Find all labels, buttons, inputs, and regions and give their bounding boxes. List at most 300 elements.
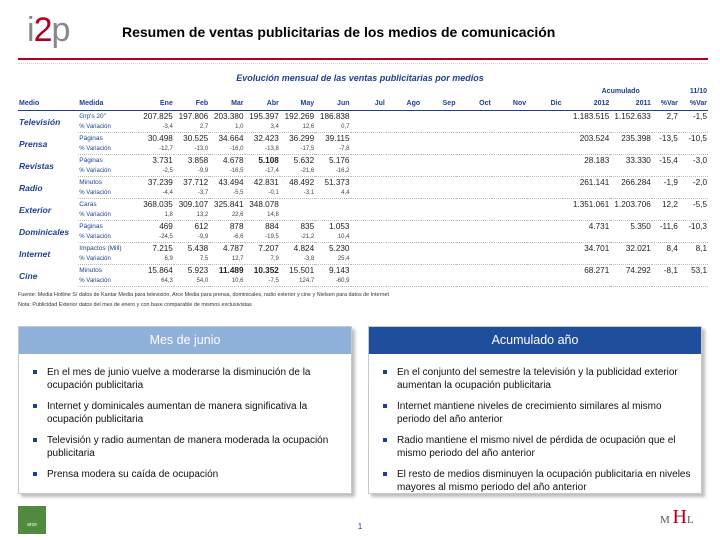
month-value <box>456 265 491 277</box>
month-value: 7.207 <box>258 244 279 253</box>
variation-value: -21,6 <box>280 166 315 177</box>
month-value <box>527 243 562 255</box>
var1110-value: -10,3 <box>688 222 707 231</box>
empty-cell <box>679 144 708 155</box>
acc2012-value: 203.524 <box>579 134 610 143</box>
bullet-item: Internet y dominicales aumentan de manera significativa la ocupación publicitaria <box>31 400 341 426</box>
variation-value: -16,0 <box>209 144 244 155</box>
empty-cell <box>679 166 708 177</box>
medida-cell: Minutos <box>79 267 103 274</box>
month-value <box>386 199 421 211</box>
month-value <box>421 199 456 211</box>
empty-cell <box>679 254 708 265</box>
medio-name: Internet <box>19 248 51 259</box>
empty-cell <box>652 188 679 199</box>
medio-name: Exterior <box>19 204 52 215</box>
acc2011-value: 33.330 <box>625 156 651 165</box>
month-value: 9.143 <box>329 266 350 275</box>
acc2012-value: 34.701 <box>584 244 610 253</box>
variation-value: -16,5 <box>209 166 244 177</box>
month-value <box>421 243 456 255</box>
acc2012-value: 28.183 <box>584 156 610 165</box>
variation-value: -7,8 <box>315 144 350 155</box>
variation-value: 10,6 <box>209 276 244 287</box>
empty-cell <box>652 122 679 133</box>
var-value: -13,5 <box>659 134 678 143</box>
header-row-groups <box>18 86 708 98</box>
var-value: -11,6 <box>659 222 678 231</box>
arce-logo: arce <box>18 506 46 534</box>
month-value: 3.731 <box>152 156 173 165</box>
medida-cell: Páginas <box>79 223 103 230</box>
acc2012-value: 4.731 <box>588 222 610 231</box>
col-header: 2012 <box>563 98 611 111</box>
variation-row <box>18 254 708 265</box>
variation-value: 25,4 <box>315 254 350 265</box>
var-value: 2,7 <box>666 112 678 121</box>
variation-label: % Variación <box>78 210 138 221</box>
table-row <box>18 155 708 167</box>
variation-label: % Variación <box>78 188 138 199</box>
acc2012-value: 1.351.061 <box>572 200 610 209</box>
variation-value: 4,4 <box>315 188 350 199</box>
acc2011-value: 74.292 <box>625 266 651 275</box>
variation-value: -3,1 <box>280 188 315 199</box>
medio-name: Revistas <box>19 160 54 171</box>
empty-cell <box>563 144 611 155</box>
var1110-value: -1,5 <box>692 112 707 121</box>
month-value <box>386 133 421 145</box>
month-value <box>527 111 562 123</box>
variation-value <box>456 232 491 243</box>
variation-value <box>351 276 386 287</box>
var-value: -15,4 <box>659 156 678 165</box>
variation-value: -3,7 <box>174 188 209 199</box>
month-value <box>492 199 527 211</box>
col-header: Oct <box>456 98 491 111</box>
panel-acumulado-title: Acumulado año <box>369 327 701 354</box>
month-value <box>456 243 491 255</box>
var-value: -8,1 <box>663 266 678 275</box>
empty-cell <box>652 276 679 287</box>
month-value: 203.380 <box>213 112 244 121</box>
empty-cell <box>679 276 708 287</box>
var1110-value: -2,0 <box>692 178 707 187</box>
month-value <box>351 243 386 255</box>
var-value: 8,4 <box>666 244 678 253</box>
col-header: Sep <box>421 98 456 111</box>
month-value: 51.373 <box>324 178 350 187</box>
month-value: 42.831 <box>253 178 279 187</box>
variation-value <box>456 210 491 221</box>
month-value: 1.053 <box>329 222 350 231</box>
month-value: 15.501 <box>289 266 315 275</box>
month-value <box>280 199 315 211</box>
variation-value <box>315 210 350 221</box>
empty-cell <box>563 232 611 243</box>
page-number: 1 <box>357 522 363 531</box>
empty-cell <box>610 122 652 133</box>
variation-value <box>386 210 421 221</box>
empty-cell <box>652 210 679 221</box>
month-value: 48.492 <box>289 178 315 187</box>
month-value: 835 <box>300 222 315 231</box>
variation-value <box>421 188 456 199</box>
variation-value <box>351 254 386 265</box>
11-10-header: 11/10 <box>689 88 707 96</box>
col-header: Medio <box>18 98 78 111</box>
month-value <box>456 199 491 211</box>
month-value <box>351 199 386 211</box>
month-value <box>351 111 386 123</box>
acc2012-value: 261.141 <box>579 178 610 187</box>
variation-value <box>421 144 456 155</box>
panel-mes-junio-title: Mes de junio <box>19 327 351 354</box>
variation-value: -17,5 <box>280 144 315 155</box>
variation-value: 0,7 <box>315 122 350 133</box>
month-value <box>456 221 491 233</box>
month-value: 325.841 <box>213 200 244 209</box>
month-value: 30.498 <box>147 134 173 143</box>
month-value: 43.494 <box>218 178 244 187</box>
variation-value: -0,1 <box>245 188 280 199</box>
variation-value: 10,4 <box>315 232 350 243</box>
table-row <box>18 133 708 145</box>
medio-name: Televisión <box>19 116 61 127</box>
variation-row <box>18 232 708 243</box>
variation-value <box>421 254 456 265</box>
col-header: Jun <box>315 98 350 111</box>
empty-cell <box>652 144 679 155</box>
variation-value <box>492 166 527 177</box>
variation-value <box>351 232 386 243</box>
empty-cell <box>610 210 652 221</box>
month-value: 878 <box>229 222 244 231</box>
bullet-item: Radio mantiene el mismo nivel de pérdida de ocupación que el mismo periodo del año anterior <box>381 434 691 460</box>
empty-cell <box>610 254 652 265</box>
variation-value: 7,9 <box>245 254 280 265</box>
month-value <box>421 111 456 123</box>
month-value: 32.423 <box>253 134 279 143</box>
month-value <box>351 133 386 145</box>
col-header: 2011 <box>610 98 652 111</box>
col-header: Feb <box>174 98 209 111</box>
variation-value <box>492 276 527 287</box>
month-value <box>456 111 491 123</box>
variation-label: % Variación <box>78 232 138 243</box>
variation-value: 7,5 <box>174 254 209 265</box>
month-value: 3.858 <box>187 156 209 165</box>
variation-row <box>18 144 708 155</box>
table-row <box>18 265 708 277</box>
month-value: 4.678 <box>223 156 244 165</box>
medida-cell: Páginas <box>79 157 103 164</box>
acc2012-value: 68.271 <box>584 266 610 275</box>
variation-value: -2,5 <box>139 166 174 177</box>
var1110-value: 53,1 <box>691 266 707 275</box>
empty-cell <box>563 276 611 287</box>
month-value <box>527 155 562 167</box>
month-value: 348.078 <box>249 200 279 209</box>
variation-value <box>527 166 562 177</box>
variation-value <box>527 144 562 155</box>
variation-value <box>456 144 491 155</box>
month-value: 15.864 <box>147 266 173 275</box>
variation-value <box>492 144 527 155</box>
table-row <box>18 177 708 189</box>
variation-value <box>456 122 491 133</box>
month-value: 5.438 <box>187 244 209 253</box>
variation-value <box>421 232 456 243</box>
variation-value: -21,2 <box>280 232 315 243</box>
month-value: 5.108 <box>258 156 279 165</box>
empty-cell <box>679 188 708 199</box>
variation-value <box>351 210 386 221</box>
source-note: Fuente: Media Hotline S/ datos de Kantar Media para televisión, Arce Media para prensa, dominicales, radio exterior y cine y Nielsen para datos de Internet <box>18 292 389 298</box>
month-value <box>351 155 386 167</box>
empty-cell <box>563 122 611 133</box>
month-value: 192.269 <box>284 112 315 121</box>
month-value: 30.525 <box>183 134 209 143</box>
medida-cell: Minutos <box>79 179 103 186</box>
empty-cell <box>563 166 611 177</box>
variation-value <box>456 166 491 177</box>
col-header: Medida <box>78 98 138 111</box>
variation-value: -13,0 <box>174 144 209 155</box>
variation-value: -6,6 <box>209 232 244 243</box>
medio-name: Dominicales <box>19 226 70 237</box>
table-subtitle: Evolución mensual de las ventas publicitarias por medios <box>236 73 484 83</box>
month-value <box>527 133 562 145</box>
variation-value: -13,8 <box>245 144 280 155</box>
month-value: 186.838 <box>319 112 350 121</box>
variation-value <box>527 122 562 133</box>
footnote: Nota: Publicidad Exterior datos del mes de enero y con base comparable de mismos exclusivistas <box>18 302 252 308</box>
variation-value: 64,3 <box>139 276 174 287</box>
month-value: 5.230 <box>329 244 350 253</box>
variation-value: 13,2 <box>174 210 209 221</box>
variation-value: 3,4 <box>245 122 280 133</box>
variation-value: 14,8 <box>245 210 280 221</box>
table-row <box>18 221 708 233</box>
var1110-value: -3,0 <box>692 156 707 165</box>
acc2011-value: 1.152.633 <box>614 112 651 121</box>
acc2011-value: 5.350 <box>630 222 651 231</box>
panel-acumulado-list <box>369 354 701 494</box>
bullet-item: Prensa modera su caída de ocupación <box>31 468 341 481</box>
variation-row <box>18 122 708 133</box>
variation-row <box>18 188 708 199</box>
month-value: 36.299 <box>289 134 315 143</box>
month-value: 195.397 <box>249 112 279 121</box>
sales-table <box>18 86 708 287</box>
variation-value: 124,7 <box>280 276 315 287</box>
variation-value <box>351 166 386 177</box>
variation-value <box>421 166 456 177</box>
medio-name: Prensa <box>19 138 48 149</box>
month-value: 34.664 <box>218 134 244 143</box>
month-value: 4.824 <box>293 244 315 253</box>
column-header-row <box>18 98 708 111</box>
medida-cell: Grp's 20" <box>79 113 106 120</box>
acc2012-value: 1.183.515 <box>572 112 610 121</box>
variation-value <box>351 144 386 155</box>
acc2011-value: 32.021 <box>625 244 651 253</box>
page-title: Resumen de ventas publicitarias de los medios de comunicación <box>122 24 556 40</box>
month-value: 197.806 <box>178 112 209 121</box>
variation-value: 54,0 <box>174 276 209 287</box>
variation-label: % Variación <box>78 166 138 177</box>
month-value <box>351 221 386 233</box>
variation-value: -19,5 <box>245 232 280 243</box>
month-value: 612 <box>194 222 209 231</box>
variation-label: % Variación <box>78 122 138 133</box>
var-value: 12,2 <box>661 200 678 209</box>
month-value <box>527 221 562 233</box>
var1110-value: -10,5 <box>688 134 707 143</box>
col-header: %Var <box>652 98 679 111</box>
month-value <box>456 177 491 189</box>
empty-cell <box>679 232 708 243</box>
month-value <box>386 177 421 189</box>
medio-name: Cine <box>19 270 38 281</box>
variation-value <box>421 276 456 287</box>
variation-value: -7,5 <box>245 276 280 287</box>
variation-label: % Variación <box>78 144 138 155</box>
variation-value: 1,8 <box>139 210 174 221</box>
variation-value <box>527 276 562 287</box>
bullet-item: Televisión y radio aumentan de manera moderada la ocupación publicitaria <box>31 434 341 460</box>
col-header: Ago <box>386 98 421 111</box>
variation-value <box>492 254 527 265</box>
month-value: 39.115 <box>325 134 350 143</box>
month-value <box>492 265 527 277</box>
month-value <box>421 265 456 277</box>
variation-value <box>492 210 527 221</box>
month-value <box>421 155 456 167</box>
month-value <box>386 243 421 255</box>
month-value <box>386 221 421 233</box>
medida-cell: Impactos (Mill) <box>79 245 122 252</box>
empty-cell <box>563 210 611 221</box>
var-value: -1,9 <box>663 178 678 187</box>
i2p-logo: i2p <box>27 11 70 49</box>
month-value: 309.107 <box>178 200 209 209</box>
variation-value: -60,9 <box>315 276 350 287</box>
month-value: 368.035 <box>143 200 173 209</box>
variation-row <box>18 166 708 177</box>
variation-value <box>386 254 421 265</box>
acc2011-value: 1.203.706 <box>614 200 651 209</box>
variation-value <box>280 210 315 221</box>
var1110-value: 8,1 <box>695 244 707 253</box>
month-value <box>492 243 527 255</box>
month-value: 37.239 <box>147 178 173 187</box>
variation-value <box>386 122 421 133</box>
variation-value <box>527 188 562 199</box>
variation-value <box>456 254 491 265</box>
month-value: 37.712 <box>183 178 209 187</box>
title-divider <box>18 58 708 60</box>
variation-value: 1,0 <box>209 122 244 133</box>
month-value <box>492 221 527 233</box>
empty-cell <box>652 254 679 265</box>
acc2011-value: 235.398 <box>621 134 651 143</box>
month-value: 5.632 <box>293 156 315 165</box>
month-value <box>386 111 421 123</box>
variation-value: -17,4 <box>245 166 280 177</box>
month-value <box>527 199 562 211</box>
col-header: Abr <box>245 98 280 111</box>
month-value: 884 <box>265 222 279 231</box>
variation-label: % Variación <box>78 254 138 265</box>
variation-value: -16,2 <box>315 166 350 177</box>
variation-row <box>18 210 708 221</box>
medida-cell: Caras <box>79 201 97 208</box>
bullet-item: En el mes de junio vuelve a moderarse la disminución de la ocupación publicitaria <box>31 366 341 392</box>
variation-value: -5,5 <box>209 188 244 199</box>
table-row <box>18 111 708 123</box>
month-value <box>351 265 386 277</box>
month-value <box>492 133 527 145</box>
col-header: Mar <box>209 98 244 111</box>
variation-value <box>492 232 527 243</box>
empty-cell <box>679 210 708 221</box>
empty-cell <box>652 166 679 177</box>
empty-cell <box>563 254 611 265</box>
variation-value: -3,4 <box>139 122 174 133</box>
month-value <box>386 265 421 277</box>
variation-value <box>456 188 491 199</box>
table-row <box>18 243 708 255</box>
variation-value <box>492 188 527 199</box>
col-header: Jul <box>351 98 386 111</box>
variation-value <box>456 276 491 287</box>
var1110-value: -5,5 <box>692 200 707 209</box>
empty-cell <box>610 276 652 287</box>
month-value <box>527 177 562 189</box>
month-value <box>386 155 421 167</box>
col-header: May <box>280 98 315 111</box>
empty-cell <box>610 188 652 199</box>
empty-cell <box>610 232 652 243</box>
medida-cell: Páginas <box>79 135 103 142</box>
col-header: Dic <box>527 98 562 111</box>
variation-value <box>421 122 456 133</box>
variation-value <box>527 232 562 243</box>
month-value <box>421 133 456 145</box>
col-header: %Var <box>679 98 708 111</box>
month-value <box>492 177 527 189</box>
empty-cell <box>652 232 679 243</box>
variation-value <box>527 254 562 265</box>
month-value <box>456 133 491 145</box>
empty-cell <box>610 166 652 177</box>
acumulado-header: Acumulado <box>601 88 640 96</box>
variation-value: -9,9 <box>174 232 209 243</box>
variation-value: -9,9 <box>174 166 209 177</box>
acc2011-value: 266.284 <box>621 178 651 187</box>
month-value <box>421 177 456 189</box>
bullet-item: En el conjunto del semestre la televisión y la publicidad exterior aumentan la ocupación publicitaria <box>381 366 691 392</box>
month-value <box>527 265 562 277</box>
variation-value <box>492 122 527 133</box>
variation-value <box>386 276 421 287</box>
empty-cell <box>679 122 708 133</box>
variation-row <box>18 276 708 287</box>
bullet-item: Internet mantiene niveles de crecimiento similares al mismo periodo del año anterior <box>381 400 691 426</box>
month-value: 5.176 <box>329 156 350 165</box>
